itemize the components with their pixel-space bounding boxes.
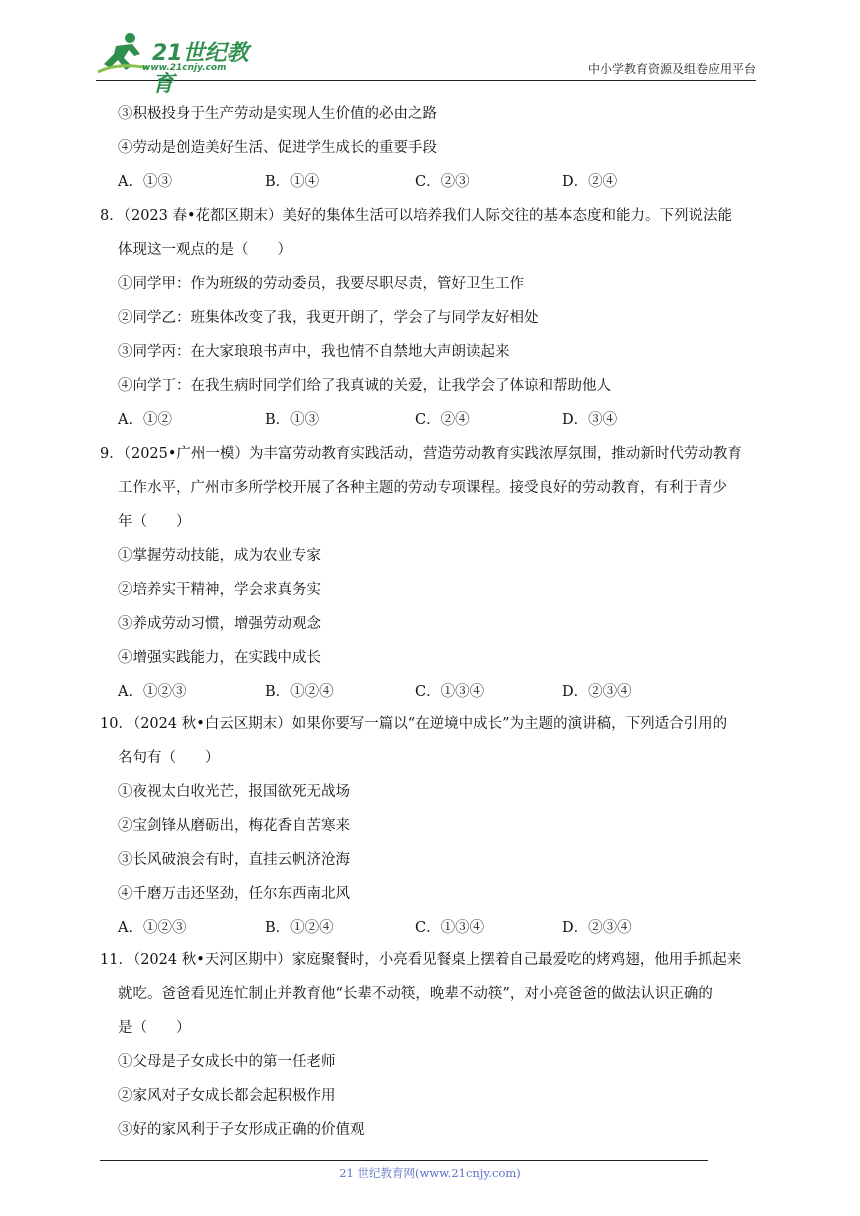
q11-statement-3: ③好的家风利于子女形成正确的价值观	[118, 1122, 365, 1138]
q8-stem-line-2: 体现这一观点的是（ ）	[118, 242, 292, 258]
q11-stem-line-3: 是（ ）	[118, 1020, 191, 1036]
option-c: C．②③	[415, 174, 470, 190]
logo-text: 21世纪教育	[152, 41, 249, 97]
q10-statement-1: ①夜视太白收光芒，报国欲死无战场	[118, 784, 350, 800]
q11-statement-1: ①父母是子女成长中的第一任老师	[118, 1054, 336, 1070]
q9-statement-4: ④增强实践能力，在实践中成长	[118, 650, 321, 666]
option-a: A．①②③	[118, 684, 187, 700]
option-b: B．①④	[265, 174, 320, 190]
platform-title: 中小学教育资源及组卷应用平台	[587, 62, 756, 76]
option-c: C．②④	[415, 412, 470, 428]
q10-statement-3: ③长风破浪会有时，直挂云帆济沧海	[118, 852, 350, 868]
option-a: A．①②③	[118, 920, 187, 936]
q8-statement-4: ④向学丁：在我生病时同学们给了我真诚的关爱，让我学会了体谅和帮助他人	[118, 378, 611, 394]
q8-statement-1: ①同学甲：作为班级的劳动委员，我要尽职尽责，管好卫生工作	[118, 276, 524, 292]
option-b: B．①③	[265, 412, 320, 428]
page-header	[96, 30, 756, 97]
option-a: A．①②	[118, 412, 172, 428]
option-c: C．①③④	[415, 684, 485, 700]
q10-stem-line-1: 10．（2024 秋•白云区期末）如果你要写一篇以“在逆境中成长”为主题的演讲稿，下列适合引用的	[100, 716, 728, 732]
q9-statement-2: ②培养实干精神，学会求真务实	[118, 582, 321, 598]
q9-statement-1: ①掌握劳动技能，成为农业专家	[118, 548, 321, 564]
q9-stem-line-2: 工作水平，广州市多所学校开展了各种主题的劳动专项课程。接受良好的劳动教育，有利于青少	[118, 480, 727, 496]
option-a: A．①③	[118, 174, 172, 190]
q9-stem-line-1: 9．（2025•广州一模）为丰富劳动教育实践活动，营造劳动教育实践浓厚氛围，推动新时代劳动教育	[100, 446, 742, 462]
option-d: D．②④	[562, 174, 618, 190]
q11-stem-line-1: 11．（2024 秋•天河区期中）家庭聚餐时，小亮看见餐桌上摆着自己最爱吃的烤鸡翅，他用手抓起来	[100, 952, 742, 968]
q10-statement-2: ②宝剑锋从磨砺出，梅花香自苦寒来	[118, 818, 350, 834]
option-d: D．②③④	[562, 684, 632, 700]
site-logo	[96, 32, 266, 97]
q10-statement-4: ④千磨万击还坚劲，任尔东西南北风	[118, 886, 350, 902]
q8-stem-line-1: 8．（2023 春•花都区期末）美好的集体生活可以培养我们人际交往的基本态度和能力。下列说法能	[100, 208, 733, 224]
footer-link[interactable]: 21 世纪教育网(www.21cnjy.com)	[339, 1166, 521, 1180]
q11-statement-2: ②家风对子女成长都会起积极作用	[118, 1088, 336, 1104]
q10-stem-line-2: 名句有（ ）	[118, 750, 220, 766]
q7-statement-4: ④劳动是创造美好生活、促进学生成长的重要手段	[118, 140, 437, 156]
q8-statement-2: ②同学乙：班集体改变了我，我更开朗了，学会了与同学友好相处	[118, 310, 539, 326]
option-b: B．①②④	[265, 684, 334, 700]
q9-stem-line-3: 年（ ）	[118, 514, 191, 530]
q11-stem-line-2: 就吃。爸爸看见连忙制止并教育他“长辈不动筷，晚辈不动筷”，对小亮爸爸的做法认识正确的	[118, 986, 713, 1002]
logo-url: www.21cnjy.com	[142, 63, 227, 73]
footer-divider	[100, 1160, 708, 1161]
option-c: C．①③④	[415, 920, 485, 936]
option-d: D．③④	[562, 412, 618, 428]
q9-statement-3: ③养成劳动习惯，增强劳动观念	[118, 616, 321, 632]
option-d: D．②③④	[562, 920, 632, 936]
q7-statement-3: ③积极投身于生产劳动是实现人生价值的必由之路	[118, 106, 437, 122]
q8-statement-3: ③同学丙：在大家琅琅书声中，我也情不自禁地大声朗读起来	[118, 344, 510, 360]
option-b: B．①②④	[265, 920, 334, 936]
